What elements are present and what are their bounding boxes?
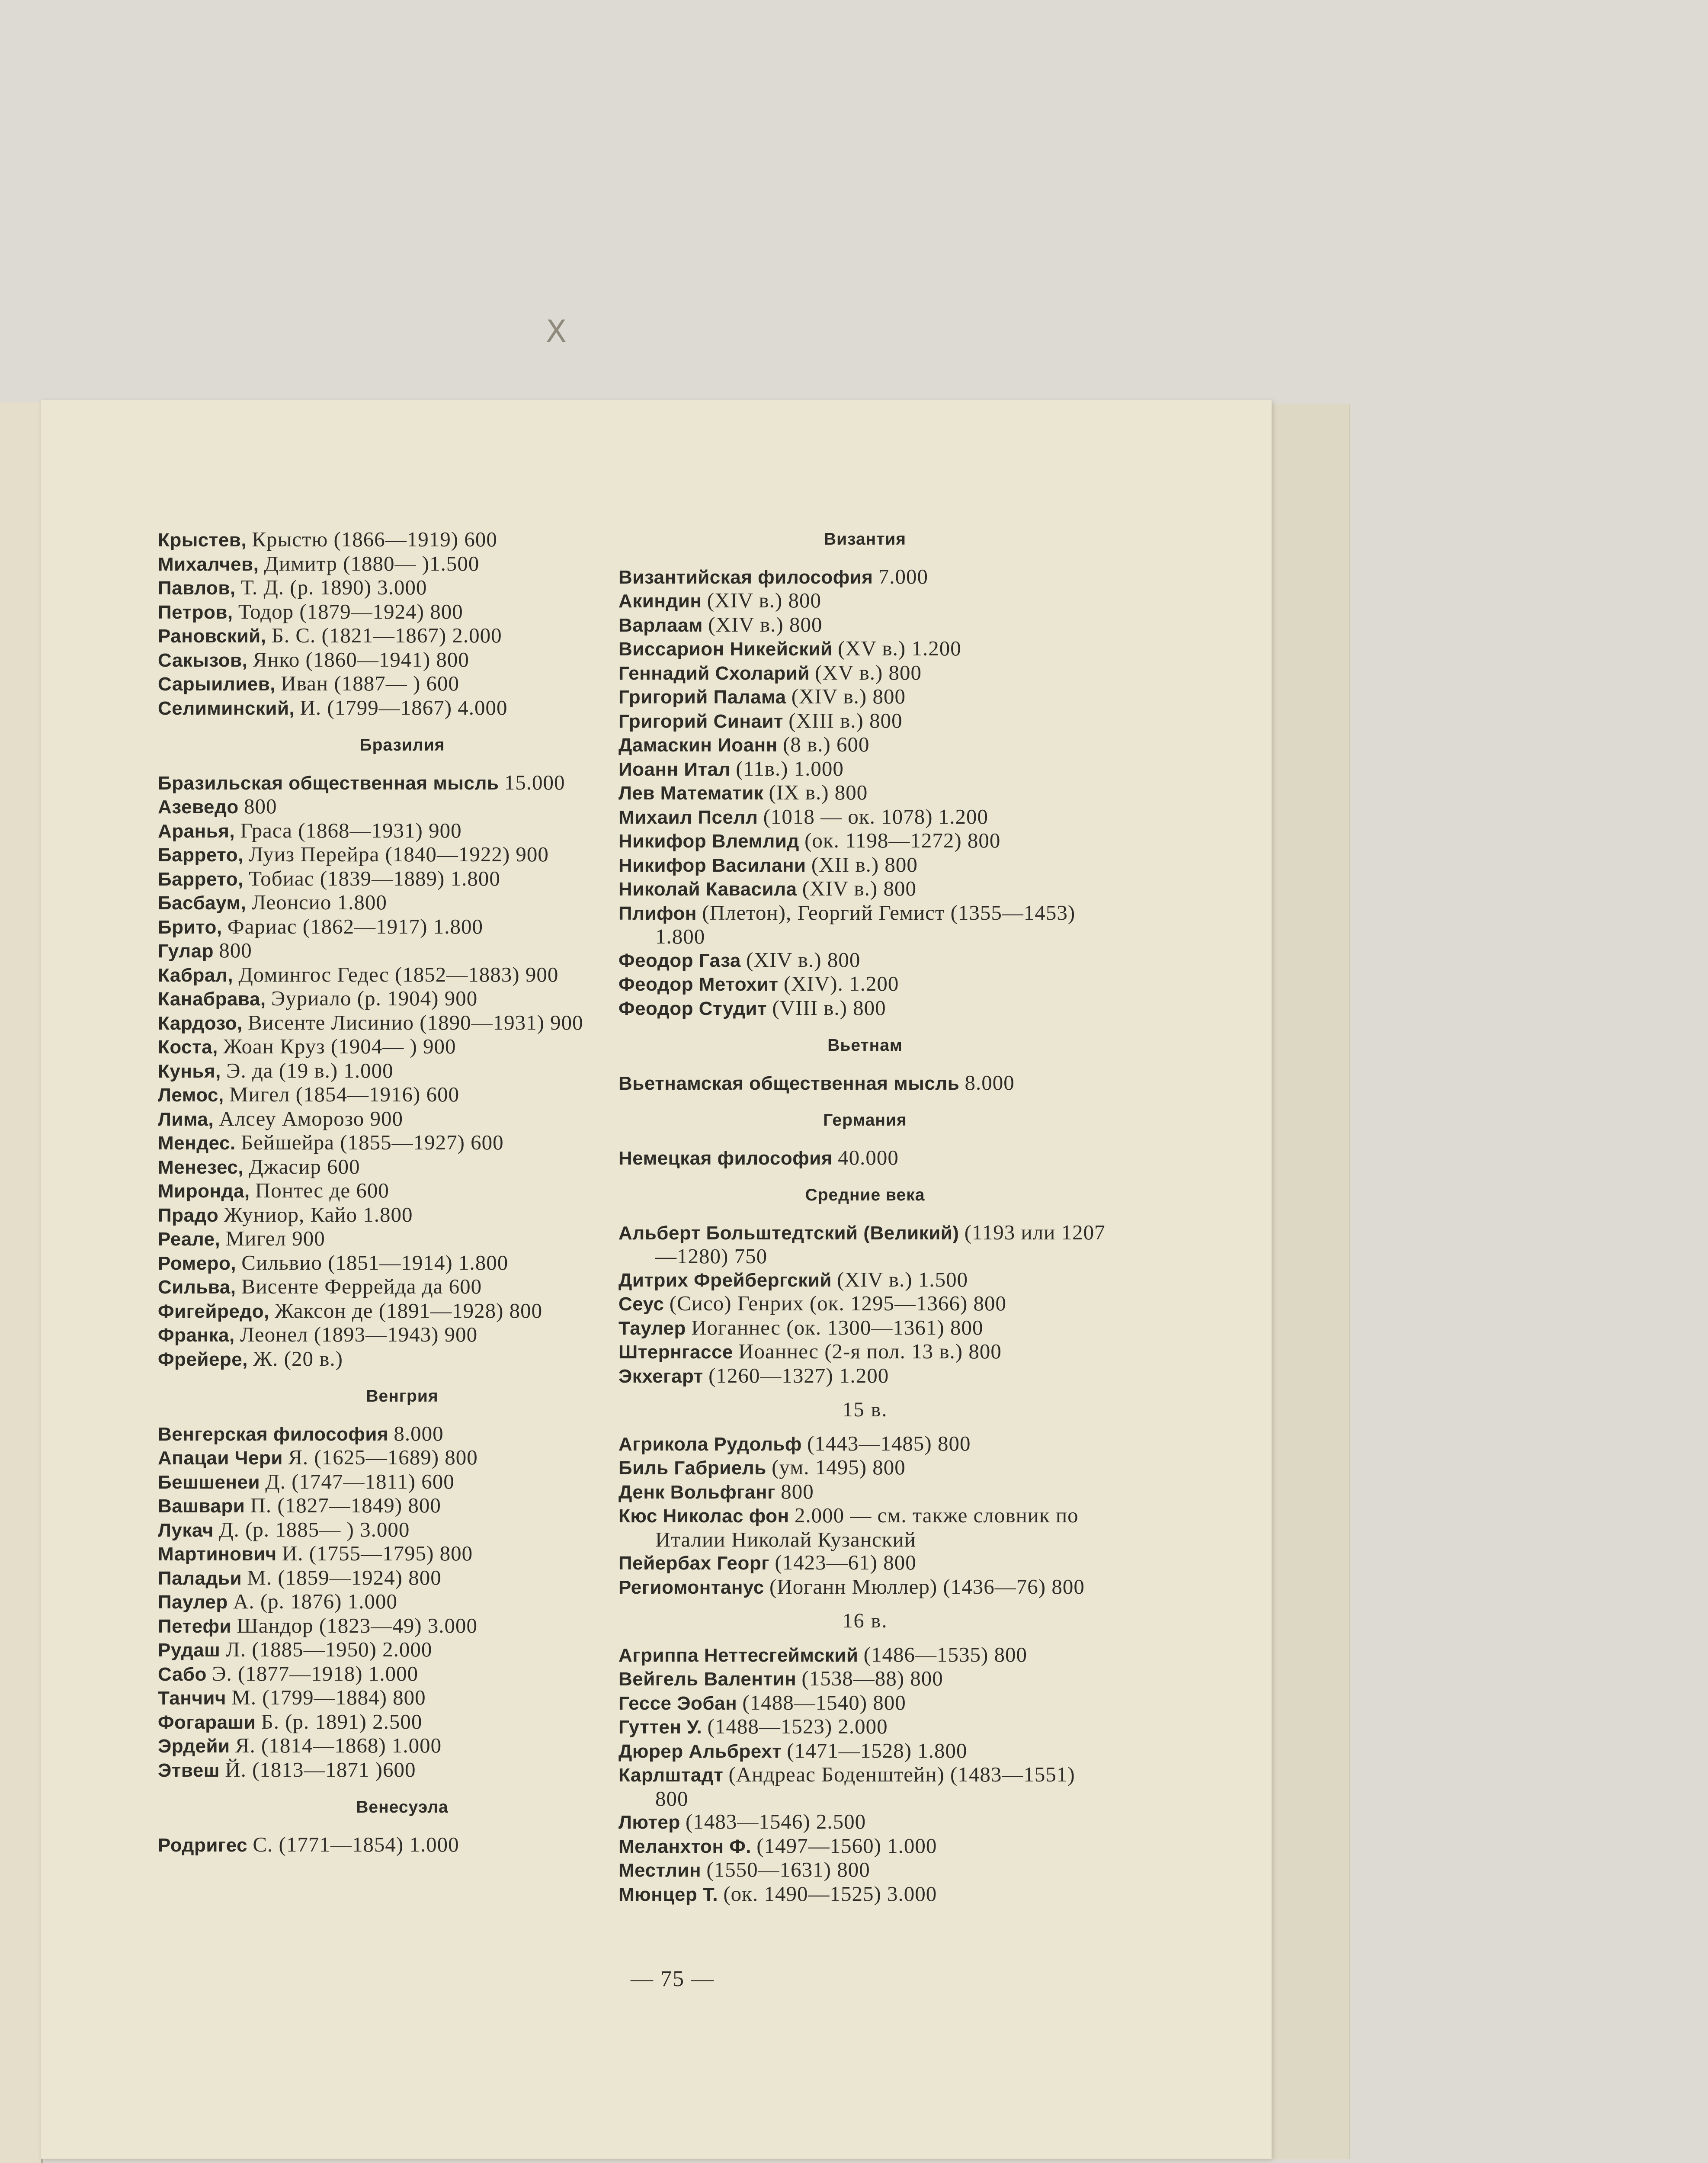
- entry-details: Фариас (1862—1917) 1.800: [227, 914, 483, 938]
- index-entry: [158, 1299, 647, 1323]
- index-entry: [158, 1758, 647, 1782]
- entry-details: И. (1799—1867) 4.000: [300, 695, 508, 719]
- entry-details: Б. С. (1821—1867) 2.000: [271, 623, 502, 647]
- index-entry: [158, 1662, 647, 1686]
- entry-details: (8 в.) 600: [782, 732, 870, 756]
- entry-name: Карлштадт: [618, 1765, 724, 1786]
- index-entry: [158, 1542, 647, 1566]
- entry-name: Бразильская общественная мысль: [158, 772, 499, 794]
- index-entry: [618, 613, 1112, 637]
- entry-name: Фигейредо,: [158, 1300, 269, 1322]
- entry-name: Миронда,: [158, 1181, 250, 1202]
- entry-name: Сарыилиев,: [158, 674, 276, 695]
- entry-name: Франка,: [158, 1325, 235, 1346]
- entry-name: Реале,: [158, 1229, 221, 1250]
- index-entry: [618, 1146, 1112, 1170]
- entry-name: Кабрал,: [158, 964, 234, 986]
- entry-details: (ок. 1490—1525) 3.000: [723, 1881, 937, 1906]
- index-entry: [618, 589, 1112, 613]
- entry-details: 800: [781, 1479, 814, 1503]
- entry-details: М. (1799—1884) 800: [231, 1685, 426, 1709]
- entry-details: (1423—61) 800: [775, 1550, 916, 1574]
- index-entry: [158, 819, 647, 843]
- entry-details: Луиз Перейра (1840—1922) 900: [249, 842, 549, 866]
- entry-name: Крыстев,: [158, 530, 247, 551]
- entry-details: Иван (1887— ) 600: [281, 671, 460, 695]
- entry-name: Прадо: [158, 1204, 219, 1226]
- entry-details: 40.000: [838, 1145, 899, 1169]
- entry-details: Тодор (1879—1924) 800: [238, 599, 463, 623]
- index-entry: [158, 1059, 647, 1083]
- index-entry: [158, 624, 647, 648]
- index-entry: [618, 1643, 1112, 1667]
- section-heading: Венесуэла: [356, 1798, 449, 1816]
- entry-name: Таулер: [618, 1317, 686, 1339]
- entry-details: Жоан Круз (1904— ) 900: [223, 1034, 456, 1058]
- entry-details: Э. да (19 в.) 1.000: [226, 1058, 394, 1082]
- index-entry: [618, 1316, 1112, 1340]
- index-entry: [618, 1739, 1112, 1763]
- index-entry: [158, 843, 647, 867]
- entry-details: (XIII в.) 800: [788, 708, 903, 732]
- index-entry: [158, 1347, 647, 1371]
- entry-name: Михалчев,: [158, 553, 259, 575]
- entry-details: Жаксон де (1891—1928) 800: [275, 1298, 543, 1322]
- entry-name: Лемос,: [158, 1085, 224, 1106]
- entry-name: Геннадий Схоларий: [618, 662, 810, 684]
- index-entry: [158, 1614, 647, 1638]
- entry-details: Д. (1747—1811) 600: [265, 1469, 455, 1493]
- entry-details: (ум. 1495) 800: [772, 1455, 906, 1479]
- entry-details: (XIV в.) 800: [802, 876, 916, 900]
- entry-details: Й. (1813—1871 )600: [225, 1757, 416, 1781]
- entry-name: Никифор Василани: [618, 854, 806, 876]
- index-entry: [158, 1470, 647, 1494]
- entry-name: Дитрих Фрейбергский: [618, 1269, 832, 1291]
- index-entry: [618, 877, 1112, 901]
- entry-name: Петефи: [158, 1615, 232, 1637]
- index-entry: [158, 987, 647, 1011]
- index-entry: [158, 1107, 647, 1131]
- index-entry: [618, 996, 1112, 1021]
- index-entry: [158, 1275, 647, 1299]
- entry-details: (XII в.) 800: [811, 852, 918, 876]
- entry-name: Местлин: [618, 1860, 702, 1881]
- entry-name: Феодор Студит: [618, 998, 767, 1019]
- entry-details: 8.000: [965, 1070, 1015, 1094]
- index-entry: [158, 1518, 647, 1542]
- entry-details: Эуриало (р. 1904) 900: [271, 986, 478, 1010]
- index-entry: [618, 1834, 1112, 1858]
- entry-name: Рудаш: [158, 1640, 221, 1661]
- entry-details: (1443—1485) 800: [807, 1431, 971, 1455]
- index-entry: [618, 565, 1112, 589]
- index-entry: [618, 829, 1112, 853]
- entry-details: (1497—1560) 1.000: [756, 1833, 937, 1858]
- entry-name: Григорий Синаит: [618, 710, 783, 732]
- entry-details: Янко (1860—1941) 800: [253, 647, 469, 671]
- entry-name: Мюнцер Т.: [618, 1884, 718, 1905]
- entry-details: (1538—88) 800: [801, 1666, 943, 1690]
- index-entry: [158, 1251, 647, 1275]
- index-entry: [158, 552, 647, 576]
- section-heading: Средние века: [805, 1186, 925, 1204]
- entry-name: Дамаскин Иоанн: [618, 735, 778, 756]
- entry-name: Танчич: [158, 1688, 226, 1709]
- index-entry: [618, 972, 1112, 996]
- entry-name: Сеус: [618, 1293, 664, 1315]
- entry-name: Михаил Пселл: [618, 806, 758, 828]
- index-entry: [618, 733, 1112, 757]
- entry-name: Ромеро,: [158, 1252, 237, 1274]
- index-entry: [158, 1686, 647, 1710]
- entry-name: Рановский,: [158, 626, 266, 647]
- entry-name: Мендес.: [158, 1133, 236, 1154]
- index-entry: [158, 696, 647, 720]
- entry-details: (1488—1540) 800: [742, 1690, 906, 1714]
- entry-details: (XIV в.) 800: [707, 588, 821, 612]
- entry-details: Д. (р. 1885— ) 3.000: [219, 1517, 410, 1541]
- entry-name: Павлов,: [158, 578, 236, 599]
- entry-details: Понтес де 600: [255, 1178, 389, 1202]
- entry-name: Сабо: [158, 1663, 207, 1685]
- entry-details: Джасир 600: [249, 1154, 360, 1178]
- entry-details: (Андреас Боденштейн) (1483—1551) 800: [655, 1762, 1075, 1810]
- entry-name: Баррето,: [158, 844, 244, 866]
- entry-name: Петров,: [158, 601, 233, 623]
- index-entry: [158, 1710, 647, 1734]
- entry-name: Паладьи: [158, 1567, 242, 1589]
- entry-details: Крыстю (1866—1919) 600: [252, 527, 497, 551]
- entry-details: (1260—1327) 1.200: [708, 1363, 889, 1387]
- document-page: [41, 400, 1272, 2159]
- entry-details: (1488—1523) 2.000: [707, 1714, 888, 1738]
- index-entry: [158, 1494, 647, 1518]
- entry-name: Коста,: [158, 1037, 218, 1058]
- entry-details: Э. (1877—1918) 1.000: [212, 1661, 419, 1685]
- entry-details: 15.000: [504, 770, 565, 794]
- entry-details: Граса (1868—1931) 900: [240, 818, 462, 842]
- entry-name: Дюрер Альбрехт: [618, 1740, 782, 1762]
- entry-name: Эрдейи: [158, 1736, 230, 1757]
- entry-details: Я. (1814—1868) 1.000: [235, 1733, 442, 1757]
- entry-details: Сильвио (1851—1914) 1.800: [241, 1250, 509, 1274]
- entry-name: Никифор Влемлид: [618, 831, 799, 852]
- index-entry: [618, 637, 1112, 661]
- entry-name: Григорий Палама: [618, 687, 786, 708]
- entry-name: Альберт Больштедтский (Великий): [618, 1222, 959, 1244]
- entry-details: (VIII в.) 800: [772, 995, 886, 1020]
- entry-name: Агриппа Неттесгеймский: [618, 1644, 859, 1666]
- index-entry: [618, 1071, 1112, 1095]
- index-entry: [158, 648, 647, 672]
- entry-name: Феодор Газа: [618, 950, 741, 971]
- index-entry: [618, 1340, 1112, 1364]
- entry-details: (XIV в.) 800: [791, 684, 906, 708]
- index-entry: [618, 948, 1112, 972]
- entry-name: Штернгассе: [618, 1341, 733, 1363]
- index-entry: [158, 1590, 647, 1614]
- index-entry: [158, 576, 647, 600]
- entry-name: Селиминский,: [158, 697, 295, 719]
- entry-name: Вашвари: [158, 1495, 245, 1517]
- entry-details: М. (1859—1924) 800: [247, 1565, 442, 1589]
- entry-name: Варлаам: [618, 614, 703, 636]
- pencil-mark: X: [546, 314, 567, 349]
- entry-name: Акиндин: [618, 590, 702, 612]
- index-entry: [158, 1833, 647, 1857]
- entry-name: Лукач: [158, 1519, 214, 1541]
- entry-details: (1486—1535) 800: [863, 1642, 1028, 1666]
- entry-name: Немецкая философия: [618, 1147, 833, 1169]
- entry-name: Кюс Николас фон: [618, 1505, 789, 1527]
- index-entry: [158, 1227, 647, 1251]
- index-entry: [158, 1035, 647, 1059]
- entry-details: Леонел (1893—1943) 900: [240, 1322, 478, 1346]
- index-entry: [618, 901, 1112, 948]
- index-entry: [618, 1504, 1112, 1551]
- index-entry: [618, 661, 1112, 685]
- index-entry: [158, 1734, 647, 1758]
- index-entry: [158, 795, 647, 819]
- entry-details: П. (1827—1849) 800: [250, 1493, 441, 1517]
- index-entry: [618, 757, 1112, 781]
- entry-name: Меланхтон Ф.: [618, 1836, 752, 1857]
- entry-details: Я. (1625—1689) 800: [288, 1445, 478, 1469]
- entry-details: Алсеу Аморозо 900: [219, 1106, 404, 1130]
- entry-details: Домингос Гедес (1852—1883) 900: [238, 962, 559, 986]
- entry-details: (1550—1631) 800: [706, 1858, 870, 1881]
- index-entry: [158, 1446, 647, 1470]
- entry-details: Иоаннес (2-я пол. 13 в.) 800: [738, 1339, 1002, 1363]
- entry-name: Родригес: [158, 1834, 248, 1856]
- section-heading: Бразилия: [359, 736, 445, 754]
- entry-name: Этвеш: [158, 1759, 220, 1781]
- index-entry: [158, 672, 647, 696]
- entry-details: (XIV в.) 800: [746, 947, 861, 972]
- entry-name: Баррето,: [158, 868, 244, 890]
- index-entry: [618, 1715, 1112, 1739]
- entry-name: Менезес,: [158, 1156, 244, 1178]
- index-entry: [618, 805, 1112, 829]
- entry-details: (1483—1546) 2.500: [686, 1810, 866, 1833]
- section-heading: Германия: [823, 1111, 907, 1130]
- entry-details: Мигел 900: [225, 1226, 325, 1250]
- entry-details: Жуниор, Кайо 1.800: [224, 1202, 413, 1226]
- index-entry: [158, 528, 647, 552]
- entry-details: (XIV). 1.200: [783, 972, 899, 995]
- index-entry: [158, 1131, 647, 1155]
- entry-details: 800: [244, 794, 277, 818]
- index-entry: [158, 1422, 647, 1446]
- entry-details: (XIV в.) 1.500: [837, 1267, 968, 1291]
- entry-details: Висенте Лисинио (1890—1931) 900: [248, 1010, 583, 1034]
- entry-name: Кардозо,: [158, 1012, 243, 1034]
- entry-details: (XIV в.) 800: [708, 612, 823, 636]
- entry-details: И. (1755—1795) 800: [282, 1541, 473, 1565]
- index-entry: [158, 1566, 647, 1590]
- index-entry: [158, 963, 647, 987]
- index-entry: [618, 1221, 1112, 1268]
- entry-details: Висенте Феррейда да 600: [241, 1274, 482, 1298]
- entry-name: Биль Габриель: [618, 1457, 766, 1479]
- entry-name: Бешшенеи: [158, 1471, 260, 1493]
- entry-name: Византийская философия: [618, 566, 873, 588]
- entry-name: Азеведо: [158, 796, 239, 818]
- left-page-edge: [0, 402, 43, 2163]
- entry-details: (ок. 1198—1272) 800: [804, 828, 1001, 852]
- entry-details: 2.000 — см. также словник по Италии Николай Кузанский: [655, 1503, 1079, 1551]
- entry-name: Кунья,: [158, 1060, 221, 1082]
- entry-details: Димитр (1880— )1.500: [264, 551, 480, 575]
- entry-name: Николай Кавасила: [618, 879, 797, 900]
- entry-name: Плифон: [618, 902, 697, 924]
- index-entry: [158, 1155, 647, 1179]
- index-entry: [618, 1858, 1112, 1882]
- section-heading: Вьетнам: [827, 1036, 903, 1055]
- index-entry: [158, 891, 647, 915]
- entry-details: С. (1771—1854) 1.000: [253, 1832, 459, 1856]
- left-column: [158, 528, 647, 1857]
- entry-details: Л. (1885—1950) 2.000: [225, 1637, 433, 1661]
- entry-name: Вейгель Валентин: [618, 1669, 797, 1690]
- entry-details: Т. Д. (р. 1890) 3.000: [240, 575, 427, 599]
- index-entry: [618, 1292, 1112, 1316]
- index-entry: [618, 1364, 1112, 1388]
- index-entry: [618, 685, 1112, 709]
- entry-details: (Сисо) Генрих (ок. 1295—1366) 800: [669, 1291, 1007, 1315]
- entry-name: Вьетнамская общественная мысль: [618, 1072, 960, 1094]
- entry-name: Канабрава,: [158, 988, 266, 1010]
- section-heading: Венгрия: [366, 1387, 439, 1406]
- index-entry: [618, 1551, 1112, 1575]
- entry-name: Виссарион Никейский: [618, 639, 833, 660]
- index-entry: [158, 600, 647, 624]
- entry-name: Лев Математик: [618, 783, 764, 804]
- entry-name: Лима,: [158, 1108, 214, 1130]
- entry-details: 7.000: [878, 564, 928, 588]
- entry-details: Тобиас (1839—1889) 1.800: [249, 866, 500, 890]
- index-entry: [618, 781, 1112, 805]
- entry-name: Фрейере,: [158, 1348, 248, 1370]
- index-entry: [618, 1763, 1112, 1810]
- entry-details: Шандор (1823—49) 3.000: [237, 1613, 478, 1637]
- index-entry: [158, 915, 647, 939]
- entry-details: (1018 — ок. 1078) 1.200: [763, 804, 989, 828]
- right-column: [618, 528, 1112, 1906]
- entry-details: (XV в.) 800: [815, 660, 922, 684]
- entry-details: (IX в.) 800: [769, 780, 868, 804]
- entry-details: (1471—1528) 1.800: [787, 1738, 968, 1762]
- entry-name: Пейербах Георг: [618, 1553, 770, 1574]
- index-entry: [618, 1575, 1112, 1599]
- entry-name: Паулер: [158, 1592, 228, 1613]
- index-entry: [618, 709, 1112, 733]
- entry-details: (11в.) 1.000: [736, 756, 844, 780]
- index-entry: [158, 1323, 647, 1347]
- index-entry: [618, 1480, 1112, 1504]
- entry-name: Гулар: [158, 940, 214, 962]
- entry-details: (Плетон), Георгий Гемист (1355—1453) 1.800: [655, 900, 1076, 948]
- section-heading: Византия: [824, 530, 907, 549]
- entry-name: Брито,: [158, 916, 222, 938]
- entry-name: Денк Вольфганг: [618, 1481, 775, 1503]
- index-entry: [618, 1432, 1112, 1456]
- entry-name: Гессе Эобан: [618, 1692, 737, 1714]
- index-entry: [158, 1179, 647, 1203]
- entry-details: А. (р. 1876) 1.000: [233, 1589, 397, 1613]
- entry-name: Региомонтанус: [618, 1576, 764, 1598]
- entry-name: Сильва,: [158, 1277, 236, 1298]
- section-heading: 15 в.: [842, 1398, 888, 1421]
- entry-details: (Иоганн Мюллер) (1436—76) 800: [769, 1574, 1085, 1598]
- entry-details: Бейшейра (1855—1927) 600: [240, 1130, 504, 1154]
- entry-name: Мартинович: [158, 1544, 277, 1565]
- index-entry: [618, 1268, 1112, 1292]
- entry-name: Апацаи Чери: [158, 1447, 283, 1469]
- entry-details: Мигел (1854—1916) 600: [229, 1082, 460, 1106]
- entry-name: Иоанн Итал: [618, 758, 731, 780]
- entry-details: Ж. (20 в.): [253, 1346, 343, 1370]
- entry-details: 800: [219, 938, 252, 962]
- entry-details: Леонсио 1.800: [251, 890, 387, 914]
- section-heading: 16 в.: [842, 1609, 888, 1632]
- entry-name: Агрикола Рудольф: [618, 1433, 802, 1455]
- index-entry: [618, 1882, 1112, 1906]
- entry-name: Феодор Метохит: [618, 974, 779, 995]
- entry-details: (1193 или 1207—1280) 750: [655, 1220, 1106, 1268]
- entry-details: Иоганнес (ок. 1300—1361) 800: [691, 1315, 984, 1339]
- entry-name: Лютер: [618, 1812, 680, 1833]
- index-entry: [158, 1638, 647, 1662]
- entry-name: Венгерская философия: [158, 1423, 389, 1445]
- index-entry: [618, 1456, 1112, 1480]
- index-entry: [618, 1691, 1112, 1715]
- entry-details: Б. (р. 1891) 2.500: [261, 1709, 423, 1733]
- index-entry: [158, 1083, 647, 1107]
- entry-name: Фогараши: [158, 1711, 256, 1733]
- entry-details: 8.000: [394, 1421, 444, 1445]
- index-entry: [618, 1810, 1112, 1834]
- index-entry: [618, 853, 1112, 877]
- entry-name: Аранья,: [158, 820, 235, 842]
- index-entry: [618, 1667, 1112, 1691]
- index-entry: [158, 1011, 647, 1035]
- entry-name: Сакызов,: [158, 649, 248, 671]
- index-entry: [158, 1203, 647, 1227]
- entry-details: (XV в.) 1.200: [838, 636, 961, 660]
- page-number: — 75 —: [631, 1967, 715, 1991]
- index-entry: [158, 939, 647, 963]
- entry-name: Гуттен У.: [618, 1717, 702, 1738]
- entry-name: Басбаум,: [158, 892, 247, 914]
- index-entry: [158, 771, 647, 795]
- entry-name: Экхегарт: [618, 1365, 703, 1387]
- index-entry: [158, 867, 647, 891]
